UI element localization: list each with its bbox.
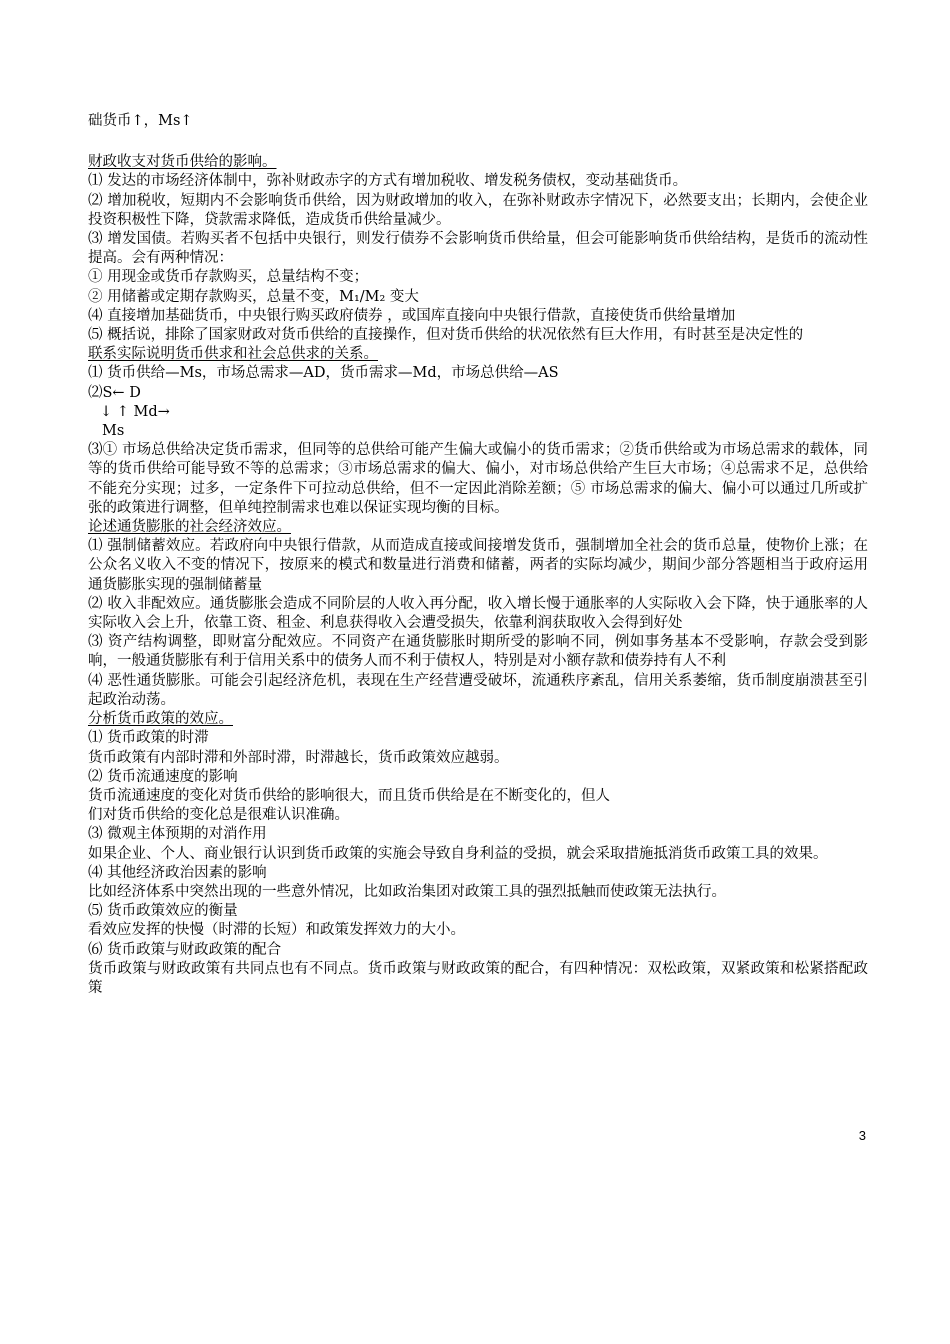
section-heading: 论述通货膨胀的社会经济效应。 <box>88 519 291 536</box>
diagram-line: Ms <box>102 423 125 440</box>
subheading: ⑸ 货币政策效应的衡量 <box>88 903 238 920</box>
section-inflation-effects <box>88 518 868 710</box>
section-heading: 分析货币政策的效应。 <box>88 711 233 728</box>
paragraph: ⑸ 概括说，排除了国家财政对货币供给的直接操作，但对货币供给的状况依然有巨大作用，有时甚至是决定性的 <box>88 327 804 344</box>
list-item: ① 用现金或货币存款购买，总量结构不变； <box>88 269 369 286</box>
paragraph: ⑷ 恶性通货膨胀。可能会引起经济危机，表现在生产经营遭受破坏，流通秩序紊乱，信用关系萎缩，货币制度崩溃甚至引起政治动荡。 <box>88 672 868 708</box>
paragraph: ⑶ 资产结构调整，即财富分配效应。不同资产在通货膨胀时期所受的影响不同，例如事务基本不受影响，存款会受到影响，一般通货膨胀有利于信用关系中的债务人而不利于债权人，特别是对小额存款和债券持有人不利 <box>88 634 868 670</box>
spacer <box>88 131 868 153</box>
paragraph: ⑴ 发达的市场经济体制中，弥补财政赤字的方式有增加税收、增发税务债权，变动基础货币。 <box>88 173 688 190</box>
paragraph: ⑴ 货币供给—Ms，市场总需求—AD，货币需求—Md，市场总供给—AS <box>88 365 559 382</box>
section-heading: 联系实际说明货币供求和社会总供求的关系。 <box>88 346 378 363</box>
paragraph: ⑴ 强制储蓄效应。若政府向中央银行借款，从而造成直接或间接增发货币，强制增加全社会的货币总量，使物价上涨；在公众名义收入不变的情况下，按原来的模式和数量进行消费和储蓄，两者的实际均减少，期间少部分答题相当于政府运用通货膨胀实现的强制储蓄量 <box>88 538 868 593</box>
subheading: ⑵ 货币流通速度的影响 <box>88 768 238 785</box>
diagram-line: ⑵S← D <box>88 384 141 401</box>
paragraph: 货币政策有内部时滞和外部时滞，时滞越长，货币政策效应越弱。 <box>88 749 509 766</box>
paragraph: 如果企业、个人、商业银行认识到货币政策的实施会导致自身利益的受损，就会采取措施抵消货币政策工具的效果。 <box>88 845 828 862</box>
paragraph: 看效应发挥的快慢（时滞的长短）和政策发挥效力的大小。 <box>88 922 465 939</box>
paragraph: ⑵ 收入非配效应。通货膨胀会造成不同阶层的人收入再分配，收入增长慢于通胀率的人实际收入会下降，快于通胀率的人实际收入会上升，依靠工资、租金、利息获得收入会遭受损失，依靠利润获取收入会得到好处 <box>88 595 868 632</box>
section-money-and-aggregate <box>88 345 868 518</box>
subheading: ⑴ 货币政策的时滞 <box>88 730 209 747</box>
paragraph: 货币政策与财政政策有共同点也有不同点。货币政策与财政政策的配合，有四种情况：双松政策，双紧政策和松紧搭配政策 <box>88 960 868 996</box>
paragraph-line: 们对货币供给的变化总是很难认识准确。 <box>88 807 349 824</box>
top-line: 础货币↑，Ms↑ <box>88 113 193 129</box>
page-number: 3 <box>858 1128 866 1143</box>
section-heading: 财政收支对货币供给的影响。 <box>88 154 277 171</box>
subheading: ⑷ 其他经济政治因素的影响 <box>88 864 267 881</box>
paragraph: ⑶① 市场总供给决定货币需求，但同等的总供给可能产生偏大或偏小的货币需求；②货币供给或为市场总需求的载体，同等的货币供给可能导致不等的总需求；③市场总需求的偏大、偏小，对市场总供给产生巨大市场；④总需求不足，总供给不能充分实现；过多，一定条件下可拉动总供给，但不一定因此消除差额；⑤ 市场总需求的偏大、偏小可以通过几所或扩张的政策进行调整，但单纯控制需求也难以保证实现均衡的目标。 <box>88 442 868 516</box>
paragraph: ⑷ 直接增加基础货币，中央银行购买政府债券 ，或国库直接向中央银行借款，直接使货币供给量增加 <box>88 307 736 324</box>
diagram-line: ↓ ↑ Md→ <box>100 403 170 420</box>
paragraph: 比如经济体系中突然出现的一些意外情况，比如政治集团对政策工具的强烈抵触而使政策无法执行。 <box>88 883 726 900</box>
section-monetary-policy-effects <box>88 710 868 998</box>
subheading: ⑹ 货币政策与财政政策的配合 <box>88 941 282 958</box>
list-item: ② 用储蓄或定期存款购买，总量不变，M₁/M₂ 变大 <box>88 288 419 305</box>
document-body <box>88 112 868 998</box>
subheading: ⑶ 微观主体预期的对消作用 <box>88 826 267 843</box>
paragraph: ⑵ 增加税收，短期内不会影响货币供给，因为财政增加的收入，在弥补财政赤字情况下，必然要支出；长期内，会使企业投资积极性下降，贷款需求降低，造成货币供给量减少。 <box>88 192 868 228</box>
paragraph-line: 货币流通速度的变化对货币供给的影响很大，而且货币供给是在不断变化的，但人 <box>88 787 610 804</box>
section-fiscal-money-supply <box>88 153 868 345</box>
paragraph: ⑶ 增发国债。若购买者不包括中央银行，则发行债券不会影响货币供给量，但会可能影响货币供给结构，是货币的流动性提高。会有两种情况： <box>88 231 868 267</box>
